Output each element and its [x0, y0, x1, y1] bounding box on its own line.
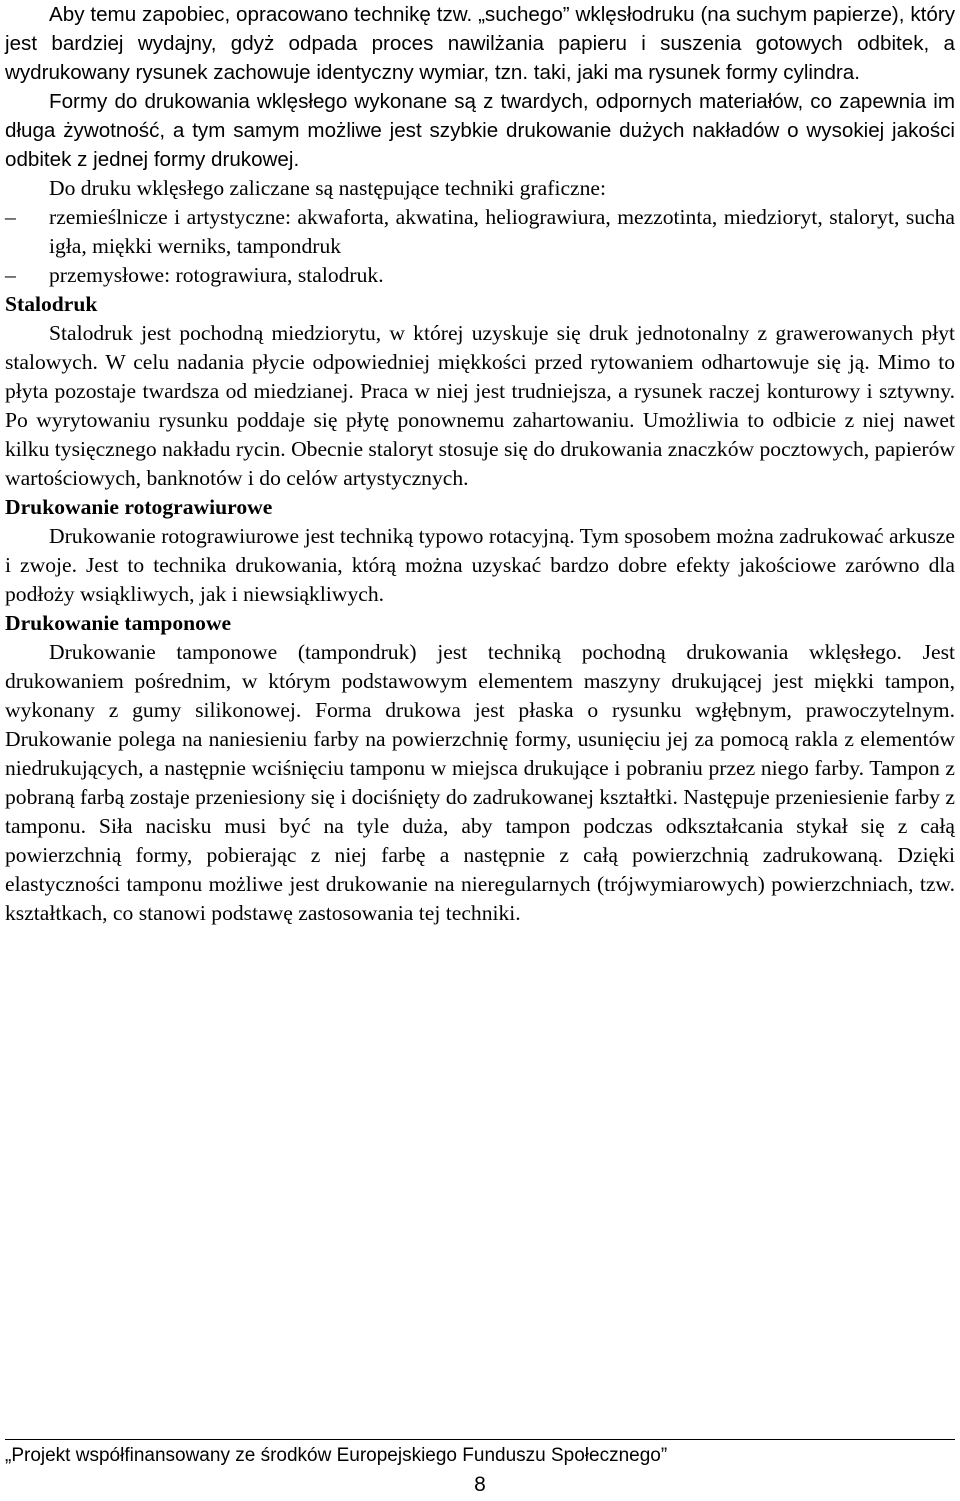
paragraph-forms: Formy do drukowania wklęsłego wykonane są z twardych, odpornych materiałów, co zapewnia im długa żywotność, a tym samym możliwe jest szybkie drukowanie dużych nakładów o wysokiej jakości odbitek z jednej formy drukowej.: [5, 90, 955, 171]
dash-bullet: –: [5, 205, 16, 229]
list-item: [5, 203, 955, 261]
dash-bullet: –: [5, 263, 16, 287]
section-body-rotograwiura: Drukowanie rotograwiurowe jest techniką typowo rotacyjną. Tym sposobem można zadrukować arkusze i zwoje. Jest to technika drukowania, którą można uzyskać bardzo dobre efekty jakościowe zarówno dla podłoży wsiąkliwych, jak i niewsiąkliwych.: [5, 524, 955, 606]
section-body-stalodruk: Stalodruk jest pochodną miedziorytu, w której uzyskuje się druk jednotonalny z grawerowanych płyt stalowych. W celu nadania płycie odpowiedniej miękkości przed rytowaniem odhartowuje się ją. Mimo to płyta pozostaje twardsza od miedzianej. Praca w niej jest trudniejsza, a rysunek raczej konturowy i sztywny. Po wyrytowaniu rysunku poddaje się płytę ponownemu zahartowaniu. Umożliwia to odbicie z niej nawet kilku tysięcznego nakładu rycin. Obecnie staloryt stosuje się do drukowania znaczków pocztowych, papierów wartościowych, banknotów i do celów artystycznych.: [5, 321, 955, 490]
section-body-tampon: Drukowanie tamponowe (tampondruk) jest techniką pochodną drukowania wklęsłego. Jest drukowaniem pośrednim, w którym podstawowym elementem maszyny drukującej jest miękki tampon, wykonany z gumy silikonowej. Forma drukowa jest płaska o rysunku wgłębnym, prawoczytelnym. Drukowanie polega na naniesieniu farby na powierzchnię formy, usunięciu jej za pomocą rakla z elementów niedrukujących, a następnie wciśnięciu tamponu w miejsca drukujące i pobraniu przez niego farby. Tampon z pobraną farbą zostaje przeniesiony się i dociśnięty do zadrukowanej kształtki. Następuje przeniesienie farby z tamponu. Siła nacisku musi być na tyle duża, aby tampon podczas odkształcania stykał się z całą powierzchnią formy, pobierając z niej farbę a następnie z całą powierzchnią zadrukowaną. Dzięki elastyczności tamponu możliwe jest drukowanie na nieregularnych (trójwymiarowych) powierzchniach, tzw. kształtkach, co stanowi podstawę zastosowania tej techniki.: [5, 640, 955, 925]
list-item-text: rzemieślnicze i artystyczne: akwaforta, akwatina, heliograwiura, mezzotinta, miedzioryt, staloryt, sucha igła, miękki werniks, tampondruk: [49, 205, 955, 258]
paragraph-dry-intaglio: Aby temu zapobiec, opracowano technikę tzw. „suchego” wklęsłodruku (na suchym papierze), który jest bardziej wydajny, gdyż odpada proces nawilżania papieru i suszenia gotowych odbitek, a wydrukowany rysunek zachowuje identyczny wymiar, tzn. taki, jaki ma rysunek formy cylindra.: [5, 3, 955, 84]
section-heading-rotograwiura: Drukowanie rotograwiurowe: [5, 495, 273, 519]
document-page: [5, 0, 955, 928]
paragraph-techniques-intro: Do druku wklęsłego zaliczane są następujące techniki graficzne:: [49, 176, 606, 200]
footer-divider: [5, 1439, 955, 1440]
list-item-text: przemysłowe: rotograwiura, stalodruk.: [49, 263, 384, 287]
footer-funding-note: „Projekt współfinansowany ze środków Europejskiego Funduszu Społecznego”: [5, 1445, 668, 1466]
page-number: 8: [474, 1473, 486, 1496]
page-footer: [5, 1439, 955, 1468]
section-heading-stalodruk: Stalodruk: [5, 292, 98, 316]
section-heading-tampon: Drukowanie tamponowe: [5, 611, 232, 635]
list-item: [5, 261, 955, 290]
techniques-list: [5, 203, 955, 290]
